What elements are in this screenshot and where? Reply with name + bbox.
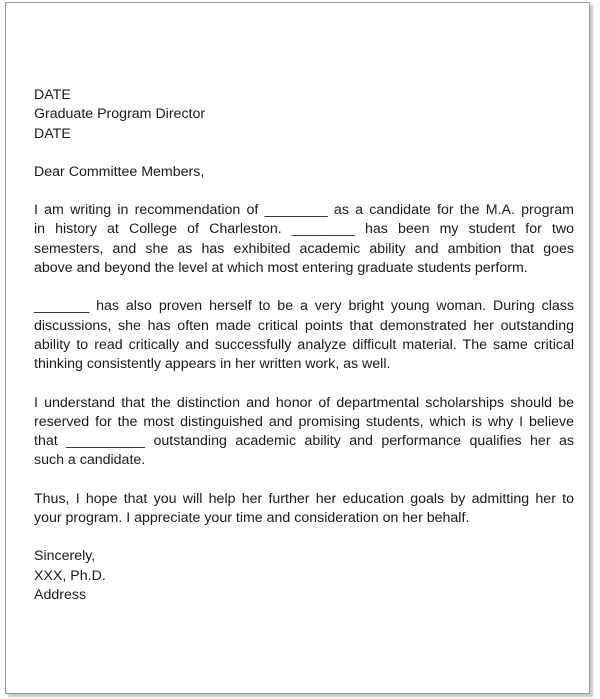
header-date: DATE	[34, 87, 71, 103]
paragraph-4	[34, 490, 574, 529]
valediction: Sincerely,	[34, 548, 96, 565]
salutation-text: Dear Committee Members,	[34, 163, 205, 180]
paragraph-line: in history at College of Charleston. ________ has been my student for two	[34, 221, 574, 238]
paragraph-line: semesters, and she as has exhibited academic ability and ambition that goes	[34, 240, 574, 257]
paragraph-line: reserved for the most distinguished and promising students, which is why I believe	[34, 413, 574, 430]
signer-address: Address	[34, 586, 87, 603]
paragraph-line: _______ has also proven herself to be a very bright young woman. During class	[34, 298, 574, 315]
salutation	[34, 163, 574, 182]
paragraph-line: I am writing in recommendation of ________ as a candidate for the M.A. program	[34, 202, 574, 219]
paragraph-line: thinking consistently appears in her written work, as well.	[34, 356, 391, 373]
paragraph-3	[34, 394, 574, 471]
paragraph-line: your program. I appreciate your time and consideration on her behalf.	[34, 510, 470, 527]
closing	[34, 547, 574, 605]
paragraph-line: that __________ outstanding academic ability and performance qualifies her as	[34, 433, 574, 450]
paragraph-1	[34, 201, 574, 278]
letter-header	[34, 86, 574, 144]
paragraph-line: Thus, I hope that you will help her further her education goals by admitting her to	[34, 490, 574, 507]
paragraph-line: ability to read critically and successfully analyze difficult material. The same critical	[34, 336, 574, 353]
header-recipient: Graduate Program Director	[34, 106, 206, 123]
signer-name: XXX, Ph.D.	[34, 567, 106, 584]
paragraph-line: above and beyond the level at which most entering graduate students perform.	[34, 260, 528, 277]
header-date-2: DATE	[34, 125, 71, 142]
paragraph-line: such a candidate.	[34, 452, 146, 469]
letter-page	[5, 2, 590, 694]
paragraph-line: discussions, she has often made critical points that demonstrated her outstanding	[34, 317, 574, 334]
letter-body	[34, 86, 574, 605]
paragraph-line: I understand that the distinction and honor of departmental scholarships should be	[34, 394, 574, 411]
paragraph-2	[34, 297, 574, 374]
